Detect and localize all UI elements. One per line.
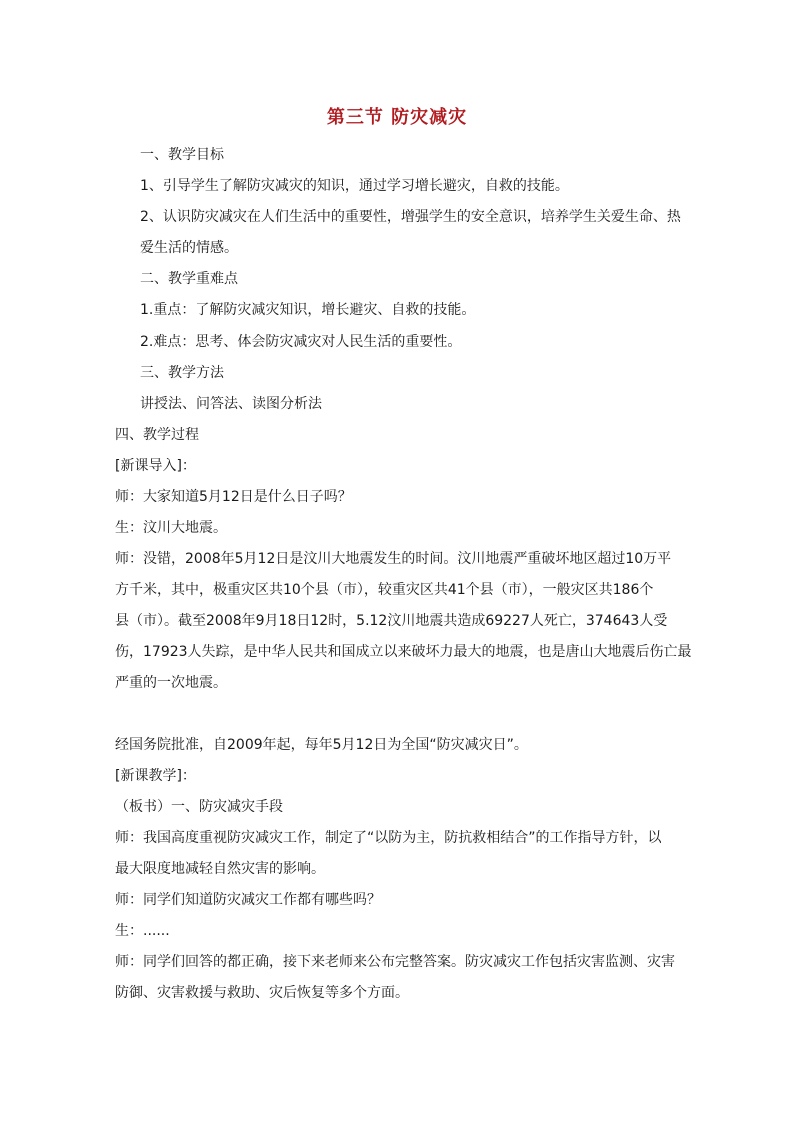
dialogue-teacher-2-line4: 伤，17923人失踪，是中华人民共和国成立以来破坏力最大的地震，也是唐山大地震后伤亡最: [115, 644, 692, 660]
dialogue-teacher-3-line2: 最大限度地减轻自然灾害的影响。: [115, 861, 325, 877]
heading-key-difficult-points: 二、教学重难点: [140, 271, 238, 287]
objective-1: 1、引导学生了解防灾减灾的知识，通过学习增长避灾，自救的技能。: [140, 178, 569, 194]
dialogue-teacher-2-line1: 师：没错，2008年5月12日是汶川大地震发生的时间。汶川地震严重破坏地区超过10万平: [115, 551, 672, 567]
dialogue-teacher-4: 师：同学们知道防灾减灾工作都有哪些吗？: [115, 892, 381, 908]
heading-teaching-methods: 三、教学方法: [140, 365, 224, 381]
dialogue-student-1: 生：汶川大地震。: [115, 520, 227, 536]
dialogue-student-2: 生：......: [115, 923, 170, 939]
heading-teaching-process: 四、教学过程: [115, 427, 199, 443]
document-title: 第三节 防灾减灾: [326, 107, 468, 128]
new-lesson-teaching-label: [新课教学]：: [115, 768, 196, 784]
dialogue-teacher-1: 师：大家知道5月12日是什么日子吗？: [115, 489, 352, 505]
objective-2-line1: 2、认识防灾减灾在人们生活中的重要性，增强学生的安全意识，培养学生关爱生命、热: [140, 209, 681, 225]
disaster-day-note: 经国务院批准，自2009年起，每年5月12日为全国“防灾减灾日”。: [115, 737, 528, 753]
dialogue-teacher-3-line1: 师：我国高度重视防灾减灾工作，制定了“以防为主，防抗救相结合”的工作指导方针，以: [115, 830, 662, 846]
dialogue-teacher-5-line1: 师：同学们回答的都正确，接下来老师来公布完整答案。防灾减灾工作包括灾害监测、灾害: [115, 954, 675, 970]
dialogue-teacher-5-line2: 防御、灾害救援与救助、灾后恢复等多个方面。: [115, 985, 409, 1001]
dialogue-teacher-2-line3: 县（市）。截至2008年9月18日12时，5.12汶川地震共造成69227人死亡，374643人受: [115, 613, 668, 629]
difficult-point: 2.难点：思考、体会防灾减灾对人民生活的重要性。: [140, 334, 462, 350]
new-lesson-intro-label: [新课导入]：: [115, 458, 196, 474]
dialogue-teacher-2-line2: 方千米，其中，极重灾区共10个县（市），较重灾区共41个县（市），一般灾区共186个: [115, 582, 654, 598]
teaching-methods: 讲授法、问答法、读图分析法: [140, 396, 322, 412]
objective-2-line2: 爱生活的情感。: [140, 240, 238, 256]
board-writing-heading: （板书）一、防灾减灾手段: [115, 799, 283, 815]
key-point: 1.重点：了解防灾减灾知识，增长避灾、自救的技能。: [140, 302, 476, 318]
heading-teaching-objectives: 一、教学目标: [140, 147, 224, 163]
dialogue-teacher-2-line5: 严重的一次地震。: [115, 675, 227, 691]
